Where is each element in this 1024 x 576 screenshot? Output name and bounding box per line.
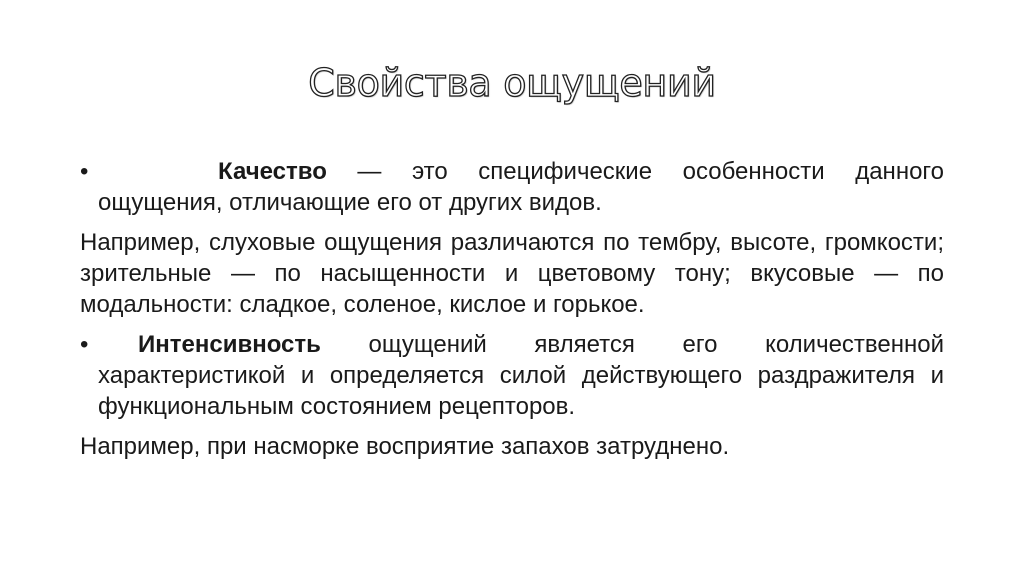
term-quality: Качество [218, 158, 327, 185]
slide-content [80, 156, 944, 471]
bullet-item-quality [80, 156, 944, 218]
definition-quality: — это специфические особенности данного ощущения, отличающие его от других видов. [98, 158, 944, 216]
term-intensity: Интенсивность [138, 331, 321, 358]
bullet-icon: • [80, 158, 89, 185]
definition-intensity: ощущений является его количественной характеристикой и определяется силой действующего раздражителя и функциональным состоянием рецепторов. [98, 331, 944, 420]
slide-title: Свойства ощущений [308, 61, 716, 105]
bullet-item-intensity [80, 329, 944, 422]
bullet-icon: • [80, 331, 89, 358]
example-quality: Например, слуховые ощущения различаются по тембру, высоте, громкости; зрительные — по насыщенности и цветовому тону; вкусовые — по модальности: сладкое, соленое, кислое и горькое. [80, 229, 944, 318]
example-intensity: Например, при насморке восприятие запахов затруднено. [80, 433, 730, 460]
